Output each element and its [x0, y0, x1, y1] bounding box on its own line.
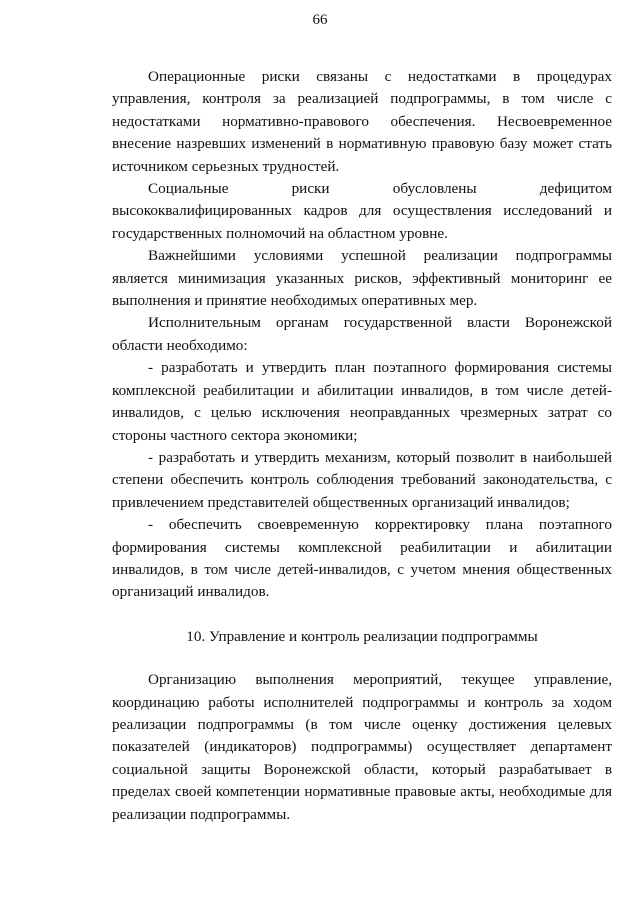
paragraph-management: Организацию выполнения мероприятий, текущее управление, координацию работы исполнителей подпрограммы и контроль за ходом реализации подпрограммы (в том числе оценку достижения целевых показателей (индикаторов) подпрограммы) осуществляет департамент социальной защиты Воронежской области, который разрабатывает в пределах своей компетенции нормативные правовые акты, необходимые для реализации подпрограммы.	[112, 671, 612, 823]
paragraph-operational-risks: Операционные риски связаны с недостатками в процедурах управления, контроля за реализацией подпрограммы, в том числе с недостатками нормативно-правового обеспечения. Несвоевременное внесение назревших изменений в нормативную правовую базу может стать источником серьезных трудностей.	[112, 68, 612, 175]
paragraph-executive-bodies: Исполнительным органам государственной власти Воронежской области необходимо:	[112, 314, 612, 354]
paragraph-social-risks: Социальные риски обусловлены дефицитом высококвалифицированных кадров для осуществления исследований и государственных полномочий на областном уровне.	[112, 180, 612, 242]
list-item-correction: - обеспечить своевременную корректировку плана поэтапного формирования системы комплексной реабилитации и абилитации инвалидов, в том числе детей-инвалидов, с учетом мнения общественных организаций инвалидов.	[112, 516, 612, 601]
list-item-mechanism: - разработать и утвердить механизм, который позволит в наибольшей степени обеспечить контроль соблюдения требований законодательства, с привлечением представителей общественных организаций инвалидов;	[112, 448, 612, 511]
spacer	[112, 604, 612, 626]
document-body	[112, 66, 612, 826]
spacer	[112, 648, 612, 669]
page-number: 66	[312, 12, 328, 28]
list-item-plan: - разработать и утвердить план поэтапного формирования системы комплексной реабилитации и абилитации инвалидов, в том числе детей-инвалидов, с целью исключения неоправданных чрезмерных затрат со стороны частного сектора экономики;	[112, 359, 612, 444]
section-heading: 10. Управление и контроль реализации подпрограммы	[186, 627, 538, 645]
paragraph-success-conditions: Важнейшими условиями успешной реализации подпрограммы является минимизация указанных рисков, эффективный мониторинг ее выполнения и принятие необходимых оперативных мер.	[112, 247, 612, 310]
